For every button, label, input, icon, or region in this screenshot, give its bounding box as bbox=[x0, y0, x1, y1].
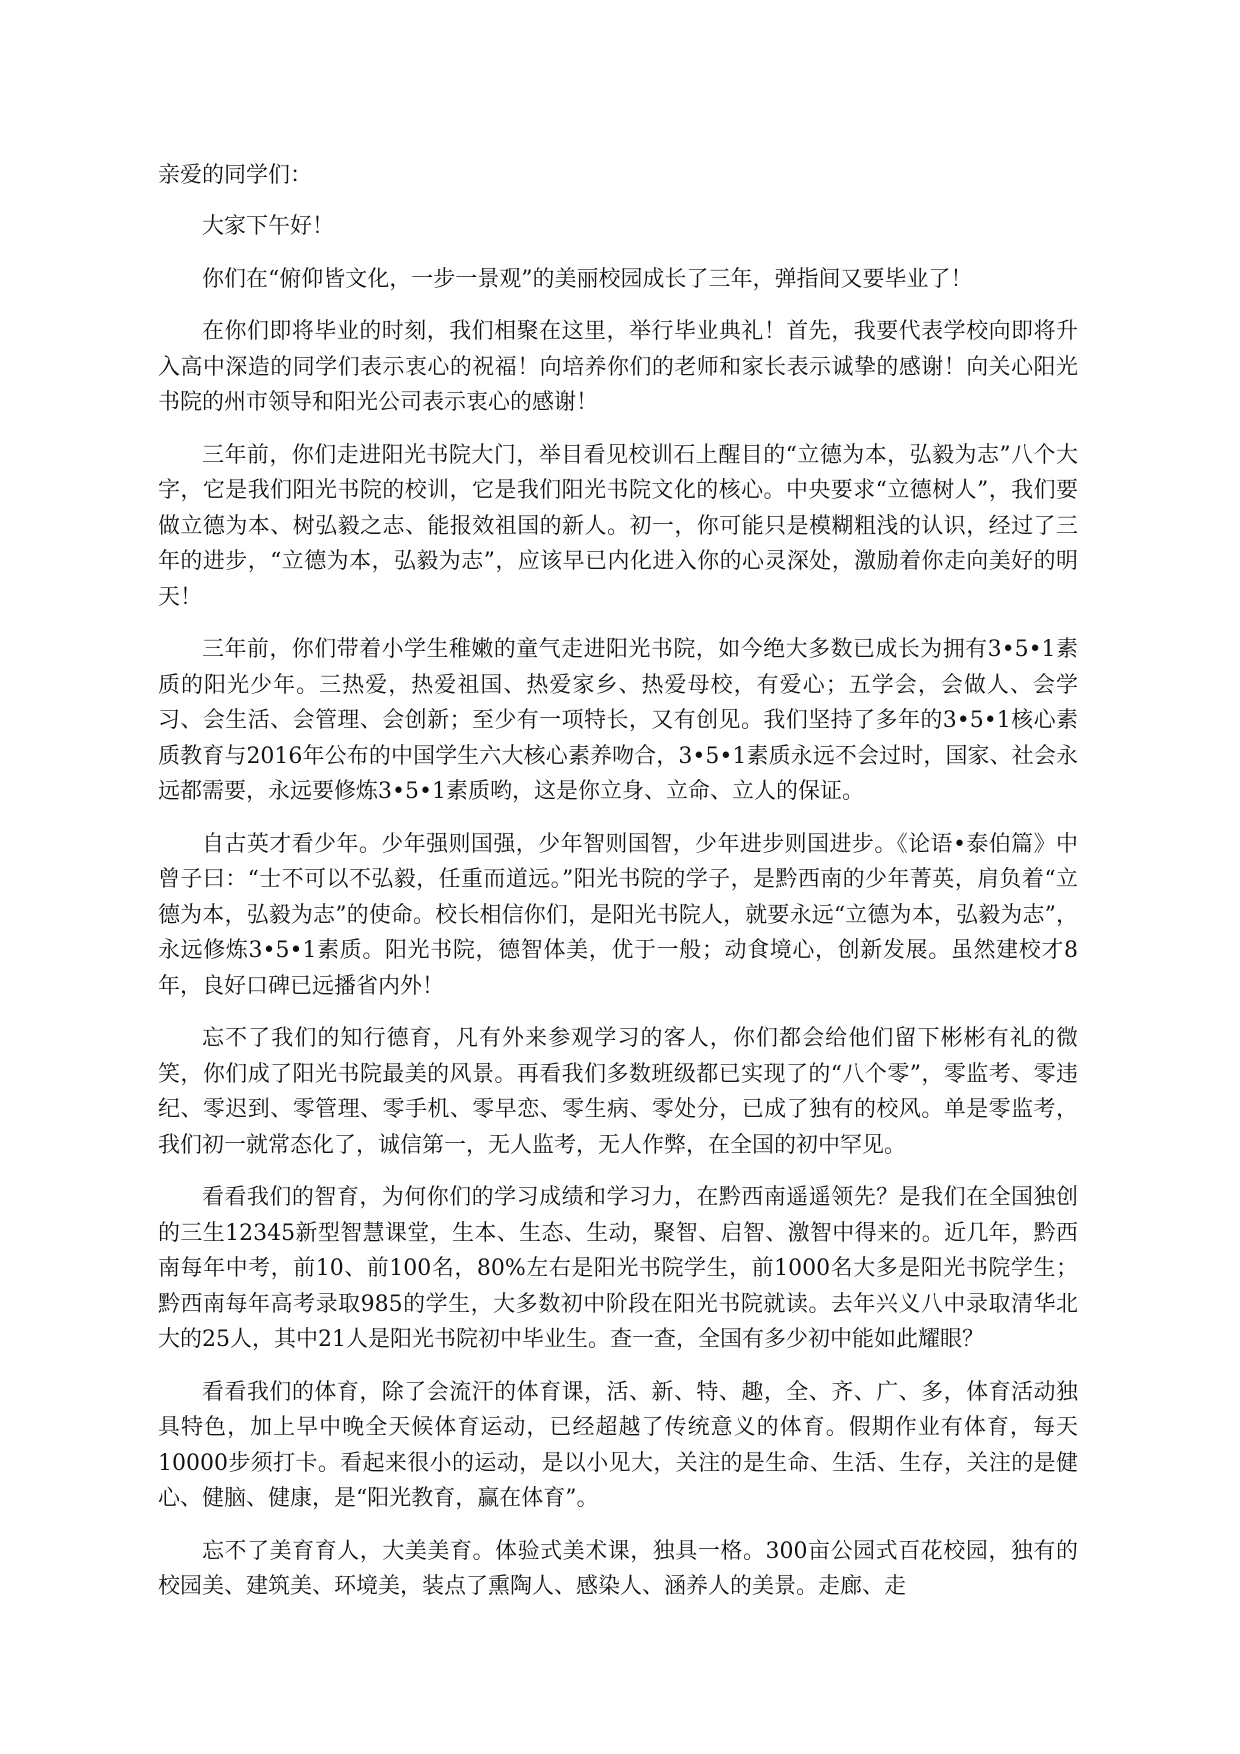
paragraph-physical-education: 看看我们的体育，除了会流汗的体育课，活、新、特、趣，全、齐、广、多，体育活动独具特色，加上早中晚全天候体育运动，已经超越了传统意义的体育。假期作业有体育，每天10000步须打卡。看起来很小的运动，是以小见大，关注的是生命、生活、生存，关注的是健心、健脑、健康，是“阳光教育，赢在体育”。 bbox=[158, 1379, 1078, 1511]
paragraph-school-motto: 三年前，你们走进阳光书院大门，举目看见校训石上醒目的“立德为本，弘毅为志”八个大字，它是我们阳光书院的校训，它是我们阳光书院文化的核心。中央要求“立德树人”，我们要做立德为本、树弘毅之志、能报效祖国的新人。初一，你可能只是模糊粗浅的认识，经过了三年的进步，“立德为本，弘毅为志”，应该早已内化进入你的心灵深处，激励着你走向美好的明天！ bbox=[158, 442, 1078, 610]
paragraph-aesthetic-education: 忘不了美育育人，大美美育。体验式美术课，独具一格。300亩公园式百花校园，独有的校园美、建筑美、环境美，装点了熏陶人、感染人、涵养人的美景。走廊、走 bbox=[158, 1538, 1078, 1599]
salutation: 亲爱的同学们： bbox=[158, 163, 313, 188]
paragraph-graduation: 你们在“俯仰皆文化，一步一景观”的美丽校园成长了三年，弹指间又要毕业了！ bbox=[202, 266, 973, 292]
paragraph-moral-education: 忘不了我们的知行德育，凡有外来参观学习的客人，你们都会给他们留下彬彬有礼的微笑，你们成了阳光书院最美的风景。再看我们多数班级都已实现了的“八个零”，零监考、零违纪、零迟到、零管理、零手机、零早恋、零生病、零处分，已成了独有的校风。单是零监考，我们初一就常态化了，诚信第一，无人监考，无人作弊，在全国的初中罕见。 bbox=[158, 1026, 1078, 1158]
paragraph-intellectual-education: 看看我们的智育，为何你们的学习成绩和学习力，在黔西南遥遥领先？是我们在全国独创的三生12345新型智慧课堂，生本、生态、生动，聚智、启智、激智中得来的。近几年，黔西南每年中考，前10、前100名，80%左右是阳光书院学生，前1000名大多是阳光书院学生；黔西南每年高考录取985的学生，大多数初中阶段在阳光书院就读。去年兴义八中录取清华北大的25人，其中21人是阳光书院初中毕业生。查一查，全国有多少初中能如此耀眼？ bbox=[158, 1185, 1078, 1352]
letter-body bbox=[158, 158, 1078, 1605]
paragraph-core-qualities: 三年前，你们带着小学生稚嫩的童气走进阳光书院，如今绝大多数已成长为拥有3•5•1素质的阳光少年。三热爱，热爱祖国、热爱家乡、热爱母校，有爱心；五学会，会做人、会学习、会生活、会管理、会创新；至少有一项特长，又有创见。我们坚持了多年的3•5•1核心素质教育与2016年公布的中国学生六大核心素养吻合，3•5•1素质永远不会过时，国家、社会永远都需要，永远要修炼3•5•1素质哟，这是你立身、立命、立人的保证。 bbox=[158, 637, 1078, 804]
paragraph-greeting: 大家下午好！ bbox=[202, 214, 335, 239]
paragraph-thanks: 在你们即将毕业的时刻，我们相聚在这里，举行毕业典礼！首先，我要代表学校向即将升入高中深造的同学们表示衷心的祝福！向培养你们的老师和家长表示诚挚的感谢！向关心阳光书院的州市领导和阳光公司表示衷心的感谢！ bbox=[158, 319, 1078, 415]
paragraph-youth: 自古英才看少年。少年强则国强，少年智则国智，少年进步则国进步。《论语•泰伯篇》中曾子曰：“士不可以不弘毅，任重而道远。”阳光书院的学子，是黔西南的少年菁英，肩负着“立德为本，弘毅为志”的使命。校长相信你们，是阳光书院人，就要永远“立德为本，弘毅为志”，永远修炼3•5•1素质。阳光书院，德智体美，优于一般；动食境心，创新发展。虽然建校才8年，良好口碑已远播省内外！ bbox=[158, 831, 1078, 999]
